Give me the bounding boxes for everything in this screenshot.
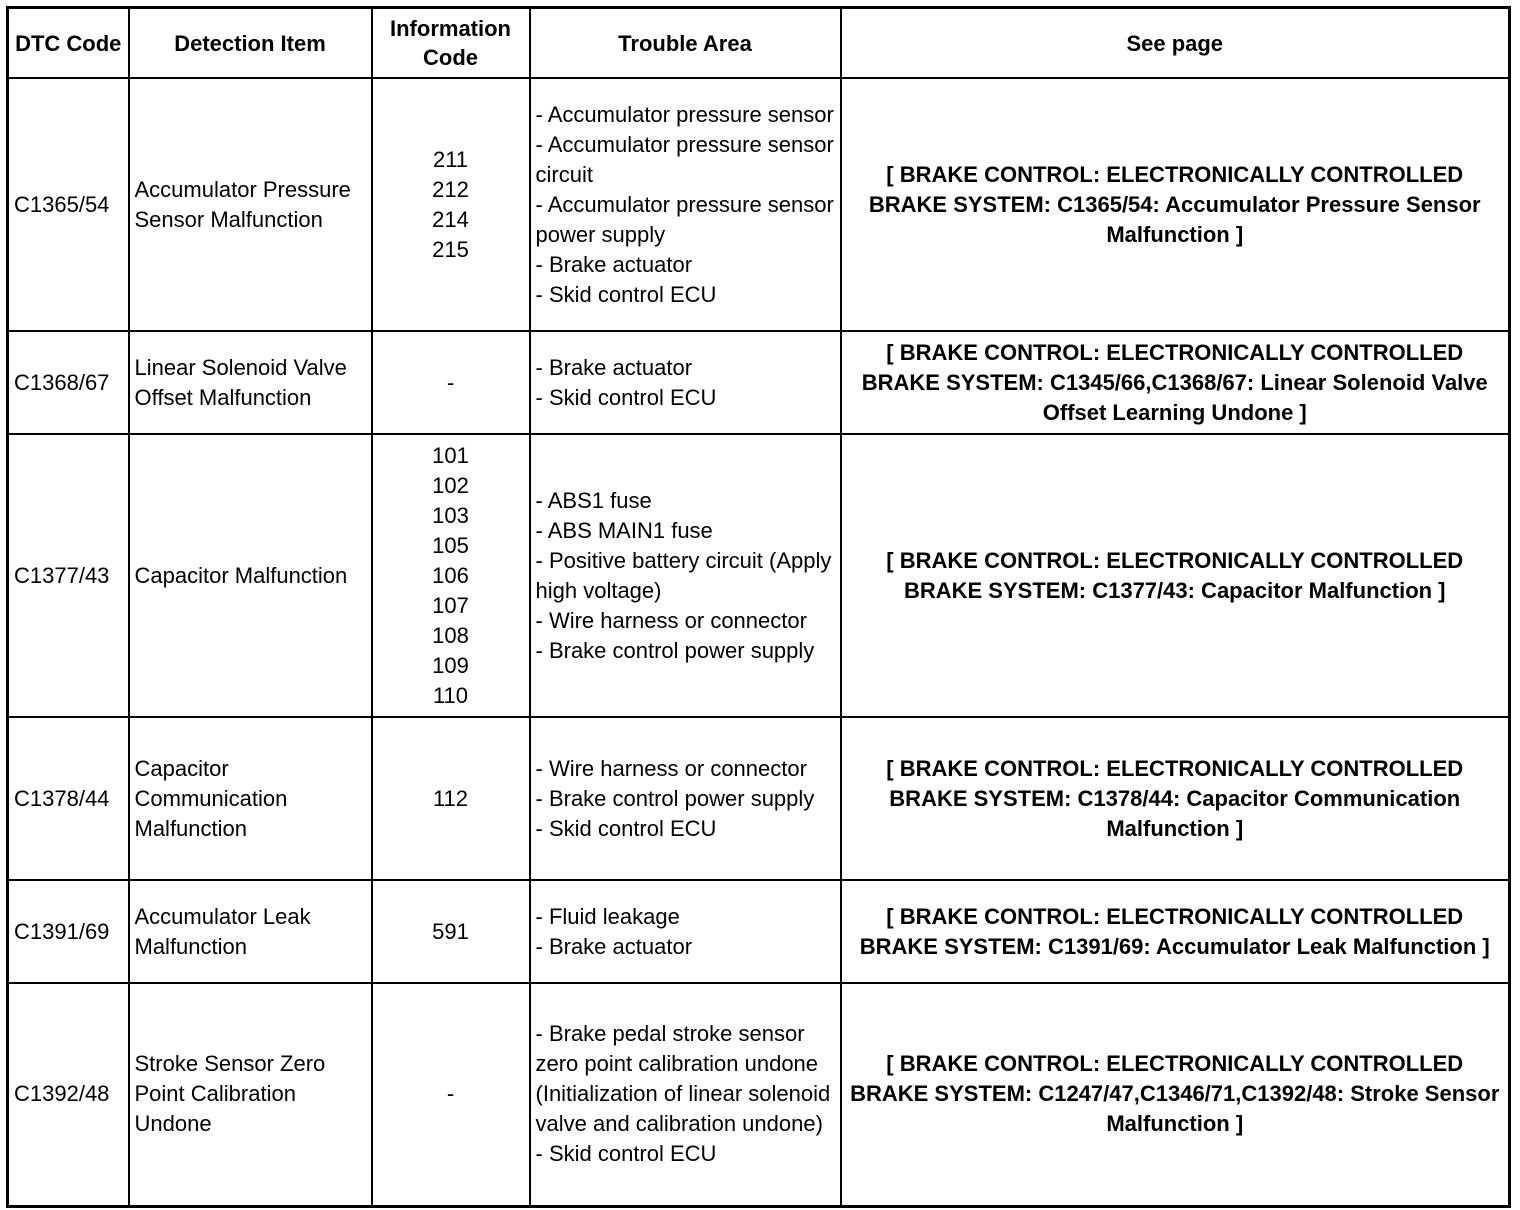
information-code-cell [372,78,530,331]
see-page-link[interactable]: [ BRAKE CONTROL: ELECTRONICALLY CONTROLLED BRAKE SYSTEM: C1345/66,C1368/67: Linear Solenoid Valve Offset Learning Undone ] [841,331,1510,434]
detection-item-cell: Accumulator Pressure Sensor Malfunction [129,78,372,331]
table-row [8,434,1510,717]
dtc-code-cell: C1377/43 [8,434,129,717]
information-code: 211 [432,146,469,172]
see-page-link[interactable]: [ BRAKE CONTROL: ELECTRONICALLY CONTROLLED BRAKE SYSTEM: C1377/43: Capacitor Malfunction ] [841,434,1510,717]
information-code: - [446,1081,455,1107]
information-code: 591 [432,918,469,944]
trouble-area-item: - Accumulator pressure sensor power supply [535,191,834,247]
detection-item-cell: Accumulator Leak Malfunction [129,880,372,983]
see-page-link[interactable]: [ BRAKE CONTROL: ELECTRONICALLY CONTROLLED BRAKE SYSTEM: C1247/47,C1346/71,C1392/48: Stroke Sensor Malfunction ] [841,983,1510,1206]
trouble-area-cell [530,78,841,331]
information-code-cell [372,717,530,880]
detection-item-cell: Stroke Sensor Zero Point Calibration Undone [129,983,372,1206]
header-dtc-code: DTC Code [8,8,129,79]
table-row [8,880,1510,983]
information-code: 212 [432,176,469,202]
information-code: 109 [432,652,469,678]
information-code: 215 [432,236,469,262]
trouble-area-item: - Skid control ECU [535,1141,717,1167]
see-page-link[interactable]: [ BRAKE CONTROL: ELECTRONICALLY CONTROLLED BRAKE SYSTEM: C1378/44: Capacitor Communication Malfunction ] [841,717,1510,880]
trouble-area-item: - ABS MAIN1 fuse [535,517,713,543]
trouble-area-cell [530,880,841,983]
information-code: 101 [432,442,469,468]
information-code: 102 [432,472,469,498]
table-row [8,78,1510,331]
information-code: 106 [432,562,469,588]
information-code: 105 [432,532,469,558]
trouble-area-item: - Skid control ECU [535,384,717,410]
trouble-area-item: - Positive battery circuit (Apply high voltage) [535,547,832,603]
trouble-area-item: - Skid control ECU [535,281,717,307]
dtc-code-cell: C1368/67 [8,331,129,434]
detection-item-cell: Capacitor Communication Malfunction [129,717,372,880]
header-row [8,8,1510,79]
trouble-area-item: - Wire harness or connector [535,755,807,781]
information-code-cell [372,983,530,1206]
dtc-code-cell: C1391/69 [8,880,129,983]
information-code-cell [372,880,530,983]
trouble-area-item: - Brake pedal stroke sensor zero point calibration undone (Initialization of linear solenoid valve and calibration undone) [535,1021,831,1137]
dtc-code-cell: C1365/54 [8,78,129,331]
see-page-link[interactable]: [ BRAKE CONTROL: ELECTRONICALLY CONTROLLED BRAKE SYSTEM: C1365/54: Accumulator Pressure Sensor Malfunction ] [841,78,1510,331]
table-row [8,717,1510,880]
dtc-code-cell: C1378/44 [8,717,129,880]
header-detection-item: Detection Item [129,8,372,79]
information-code: 110 [432,682,469,708]
trouble-area-item: - Accumulator pressure sensor circuit [535,131,834,187]
header-see-page: See page [841,8,1510,79]
detection-item-cell: Capacitor Malfunction [129,434,372,717]
information-code-cell [372,434,530,717]
trouble-area-cell [530,434,841,717]
trouble-area-item: - Fluid leakage [535,903,680,929]
table-row [8,983,1510,1206]
trouble-area-cell [530,717,841,880]
dtc-table [6,6,1511,1208]
information-code: - [446,369,455,395]
trouble-area-cell [530,331,841,434]
trouble-area-item: - Brake actuator [535,933,693,959]
trouble-area-item: - Accumulator pressure sensor [535,101,834,127]
trouble-area-item: - Brake control power supply [535,785,815,811]
trouble-area-item: - Brake control power supply [535,637,815,663]
header-trouble-area: Trouble Area [530,8,841,79]
trouble-area-item: - Brake actuator [535,251,693,277]
detection-item-cell: Linear Solenoid Valve Offset Malfunction [129,331,372,434]
trouble-area-item: - Skid control ECU [535,815,717,841]
trouble-area-item: - Brake actuator [535,354,693,380]
trouble-area-cell [530,983,841,1206]
information-code: 112 [432,785,469,811]
information-code: 108 [432,622,469,648]
information-code-cell [372,331,530,434]
dtc-code-cell: C1392/48 [8,983,129,1206]
information-code: 107 [432,592,469,618]
trouble-area-item: - ABS1 fuse [535,487,652,513]
information-code: 214 [432,206,469,232]
information-code: 103 [432,502,469,528]
trouble-area-item: - Wire harness or connector [535,607,807,633]
header-information-code: Information Code [372,8,530,79]
see-page-link[interactable]: [ BRAKE CONTROL: ELECTRONICALLY CONTROLLED BRAKE SYSTEM: C1391/69: Accumulator Leak Malfunction ] [841,880,1510,983]
table-row [8,331,1510,434]
